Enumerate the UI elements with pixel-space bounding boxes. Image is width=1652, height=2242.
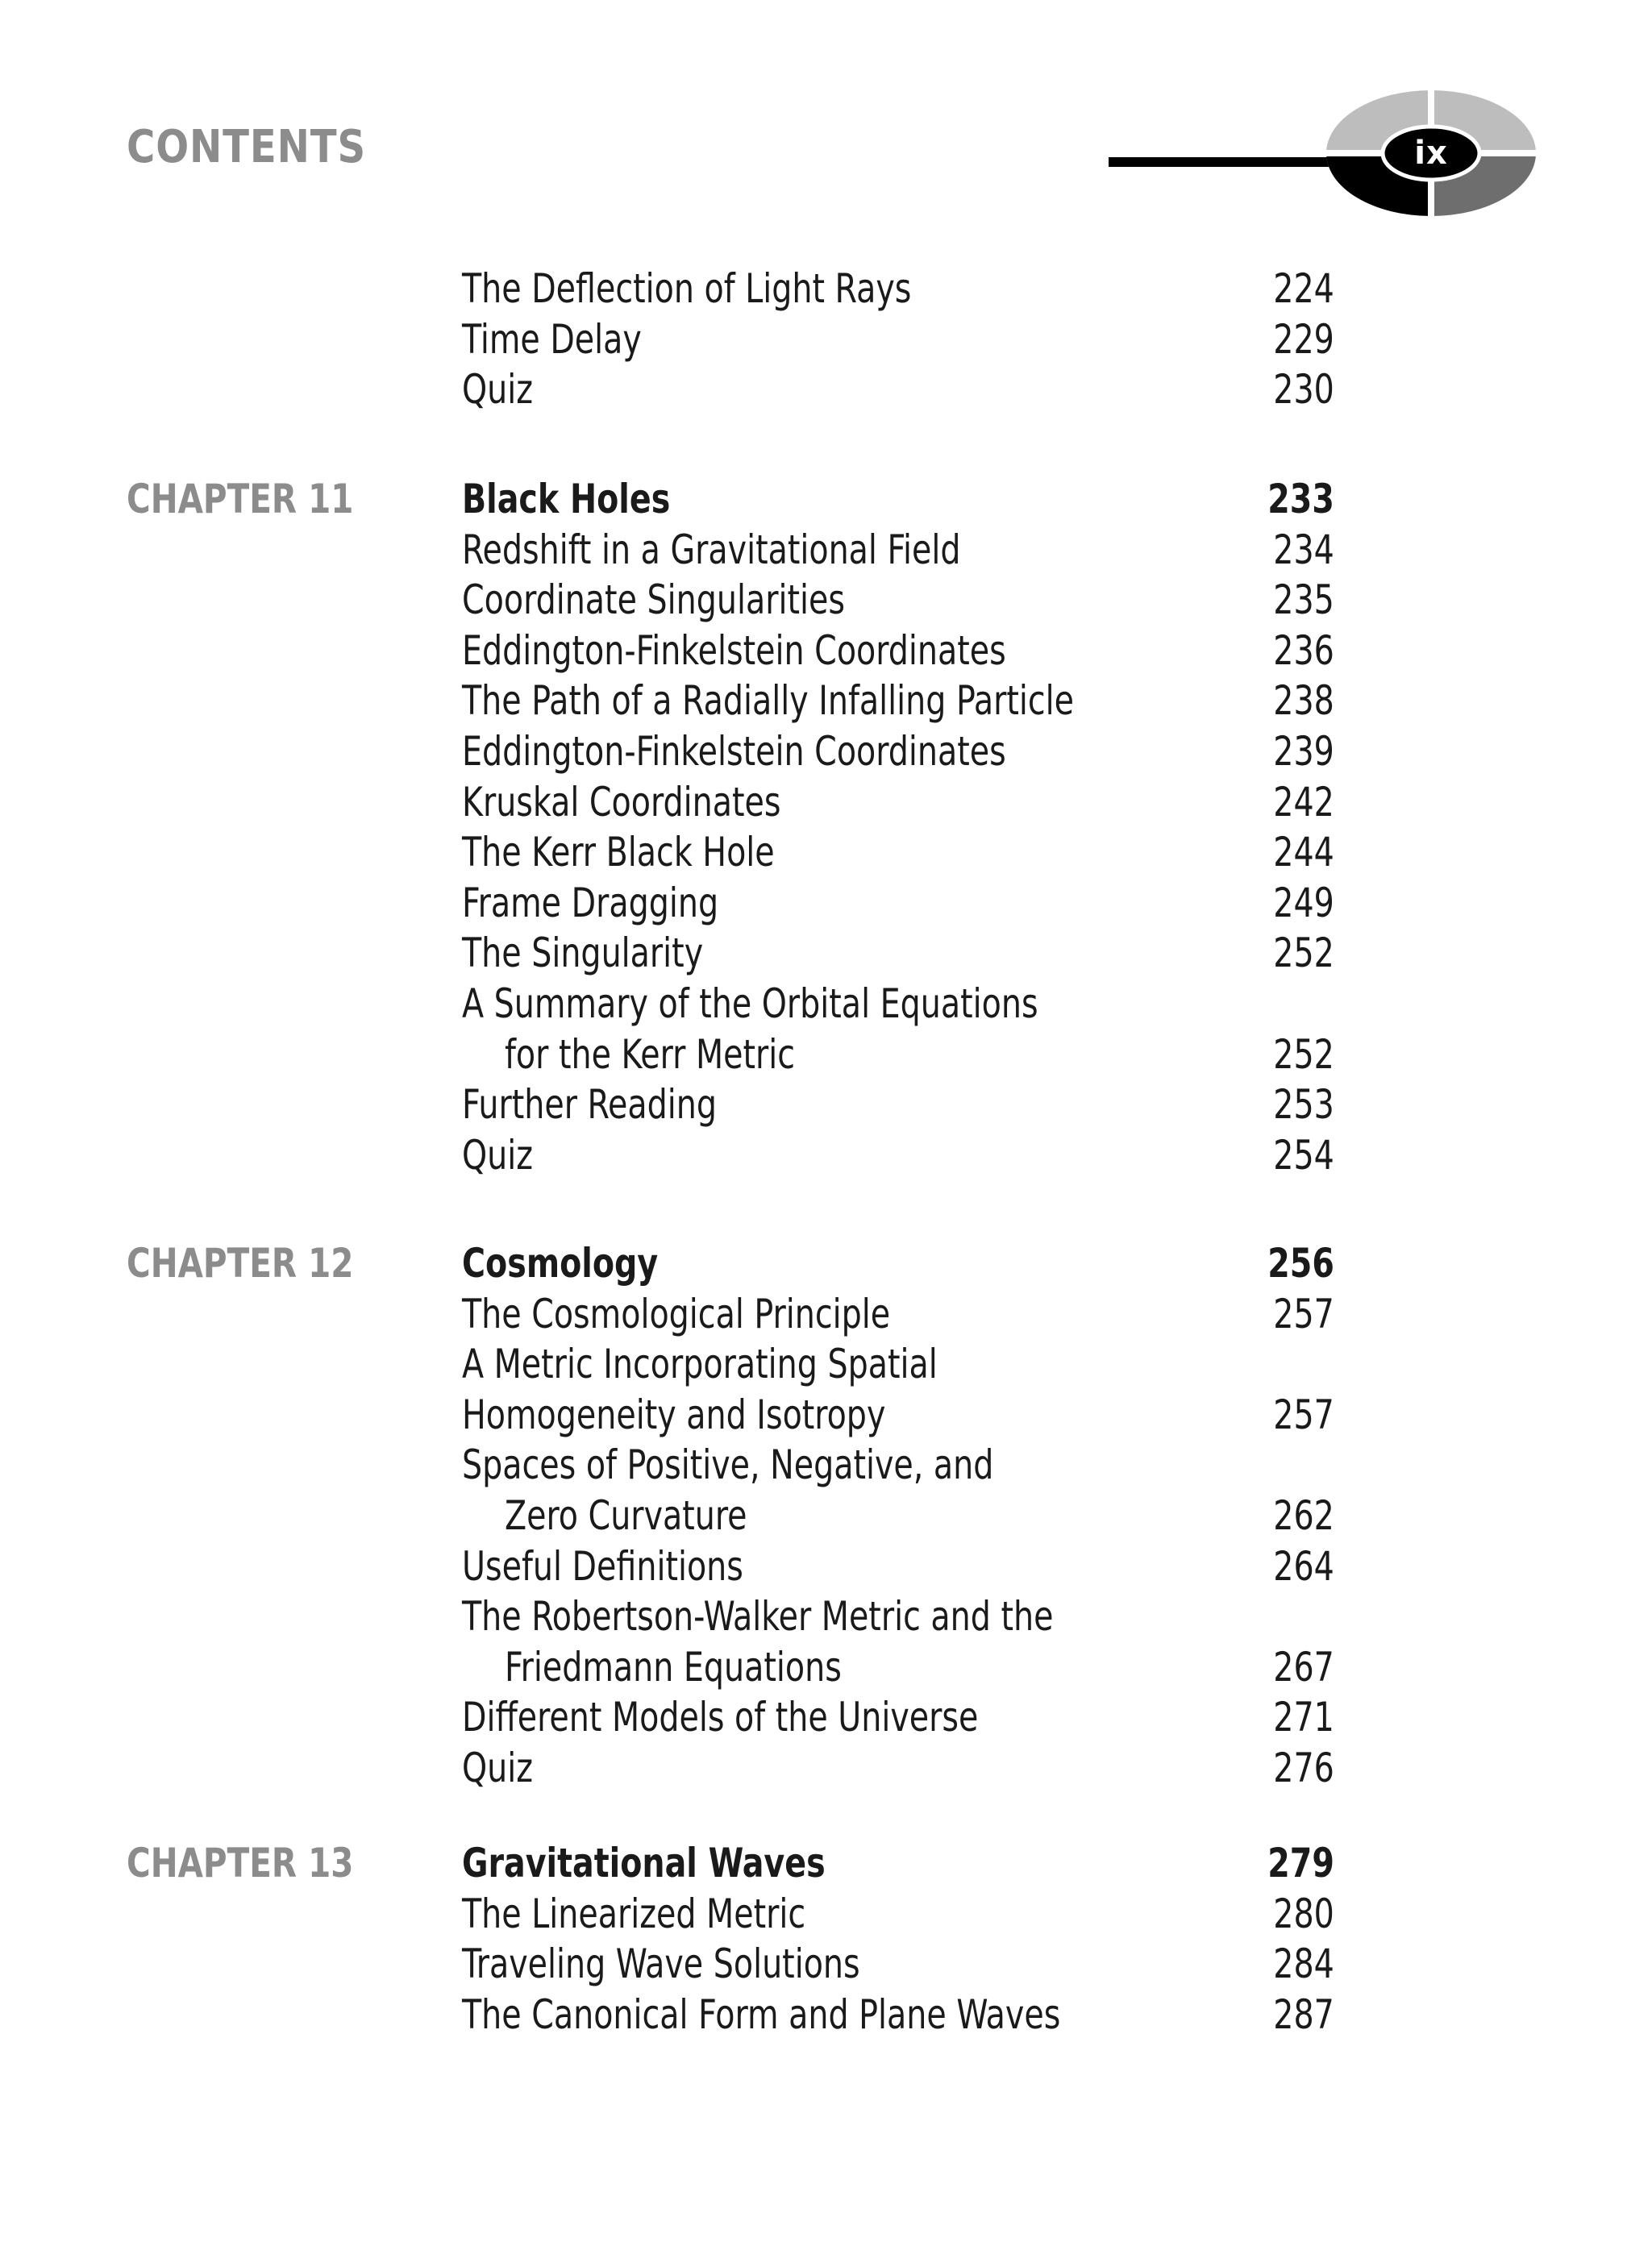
entry-title: Time Delay [462, 315, 642, 363]
entry-page-number: 267 [1273, 1643, 1334, 1691]
toc-entry[interactable] [0, 364, 1652, 415]
entry-title: The Path of a Radially Infalling Particle [462, 677, 1074, 725]
toc-entry[interactable] [0, 676, 1652, 726]
entry-title: Friedmann Equations [505, 1643, 842, 1691]
entry-page-number: 254 [1273, 1131, 1334, 1179]
entry-page-number: 280 [1273, 1890, 1334, 1937]
entry-page-number: 252 [1273, 930, 1334, 977]
toc-entry[interactable] [0, 1130, 1652, 1181]
entry-title: for the Kerr Metric [505, 1030, 796, 1078]
entry-page-number: 279 [1267, 1840, 1334, 1886]
entry-page-number: 249 [1273, 879, 1334, 926]
entry-title: Quiz [462, 1744, 534, 1791]
entry-title: A Metric Incorporating Spatial [462, 1341, 938, 1388]
toc-section [0, 1838, 1652, 2040]
toc-entry[interactable] [0, 777, 1652, 828]
chapter-title: Cosmology [462, 1240, 659, 1287]
entry-page-number: 284 [1273, 1940, 1334, 1988]
entry-title: Frame Dragging [462, 879, 719, 926]
entry-page-number: 256 [1267, 1240, 1334, 1287]
entry-page-number: 230 [1273, 366, 1334, 414]
chapter-label: CHAPTER 13 [127, 1840, 354, 1886]
entry-title: The Kerr Black Hole [462, 829, 775, 876]
entry-page-number: 253 [1273, 1081, 1334, 1129]
toc-section [0, 474, 1652, 1180]
entry-title: The Singularity [462, 930, 704, 977]
entry-title: The Canonical Form and Plane Waves [462, 1990, 1061, 2038]
toc-entry[interactable] [0, 1692, 1652, 1743]
toc-entry[interactable] [0, 979, 1652, 1029]
entry-title: Useful Definitions [462, 1542, 743, 1590]
entry-title: Quiz [462, 366, 534, 414]
entry-title: Further Reading [462, 1081, 718, 1129]
toc-entry[interactable] [0, 1642, 1652, 1693]
toc-entry[interactable] [0, 928, 1652, 979]
entry-page-number: 257 [1273, 1290, 1334, 1337]
toc-entry[interactable] [0, 626, 1652, 676]
entry-title: Quiz [462, 1131, 534, 1179]
toc-entry[interactable] [0, 1079, 1652, 1130]
toc-entry[interactable] [0, 726, 1652, 777]
entry-page-number: 271 [1273, 1694, 1334, 1741]
toc-entry[interactable] [0, 1591, 1652, 1642]
entry-title: The Cosmological Principle [462, 1290, 891, 1337]
entry-title: Kruskal Coordinates [462, 778, 781, 826]
entry-page-number: 224 [1273, 265, 1334, 312]
entry-page-number: 264 [1273, 1542, 1334, 1590]
toc-section [0, 264, 1652, 415]
toc-entry[interactable] [0, 878, 1652, 929]
toc-entry[interactable] [0, 1029, 1652, 1080]
toc-entry[interactable] [0, 1289, 1652, 1340]
page-number: ix [1414, 135, 1448, 172]
chapter-label: CHAPTER 12 [127, 1240, 354, 1287]
entry-page-number: 236 [1273, 626, 1334, 674]
entry-page-number: 229 [1273, 315, 1334, 363]
toc-entry[interactable] [0, 1238, 1652, 1289]
chapter-title: Black Holes [462, 476, 671, 522]
entry-title: Homogeneity and Isotropy [462, 1391, 886, 1438]
toc-entry[interactable] [0, 525, 1652, 576]
entry-page-number: 238 [1273, 677, 1334, 725]
entry-title: The Robertson-Walker Metric and the [462, 1593, 1054, 1641]
chapter-label: CHAPTER 11 [127, 476, 354, 522]
entry-title: Eddington-Finkelstein Coordinates [462, 727, 1006, 775]
entry-title: Spaces of Positive, Negative, and [462, 1441, 994, 1489]
entry-title: The Deflection of Light Rays [462, 265, 912, 312]
entry-page-number: 257 [1273, 1391, 1334, 1438]
entry-title: A Summary of the Orbital Equations [462, 980, 1038, 1027]
entry-page-number: 234 [1273, 526, 1334, 573]
entry-page-number: 235 [1273, 576, 1334, 624]
entry-page-number: 262 [1273, 1491, 1334, 1539]
toc-entry[interactable] [0, 575, 1652, 626]
entry-title: Zero Curvature [505, 1491, 747, 1539]
toc-section [0, 1238, 1652, 1794]
toc-entry[interactable] [0, 474, 1652, 525]
entry-page-number: 233 [1267, 476, 1334, 522]
entry-title: Eddington-Finkelstein Coordinates [462, 626, 1006, 674]
entry-title: Different Models of the Universe [462, 1694, 979, 1741]
toc-entry[interactable] [0, 1889, 1652, 1940]
toc-entry[interactable] [0, 1838, 1652, 1889]
toc-entry[interactable] [0, 314, 1652, 365]
toc-entry[interactable] [0, 1440, 1652, 1491]
entry-title: Redshift in a Gravitational Field [462, 526, 961, 573]
entry-page-number: 244 [1273, 829, 1334, 876]
entry-title: Coordinate Singularities [462, 576, 845, 624]
entry-page-number: 242 [1273, 778, 1334, 826]
entry-title: The Linearized Metric [462, 1890, 806, 1937]
toc-entry[interactable] [0, 1939, 1652, 1990]
entry-page-number: 276 [1273, 1744, 1334, 1791]
toc-entry[interactable] [0, 1990, 1652, 2040]
toc-entry[interactable] [0, 264, 1652, 314]
toc-entry[interactable] [0, 827, 1652, 878]
toc-entry[interactable] [0, 1390, 1652, 1441]
entry-title: Traveling Wave Solutions [462, 1940, 860, 1988]
toc-entry[interactable] [0, 1541, 1652, 1592]
entry-page-number: 287 [1273, 1990, 1334, 2038]
contents-title: CONTENTS [127, 121, 367, 173]
toc-entry[interactable] [0, 1491, 1652, 1541]
entry-page-number: 239 [1273, 727, 1334, 775]
entry-page-number: 252 [1273, 1030, 1334, 1078]
chapter-title: Gravitational Waves [462, 1840, 826, 1886]
page-number-emblem [1322, 87, 1540, 219]
toc-entry[interactable] [0, 1743, 1652, 1794]
toc-entry[interactable] [0, 1339, 1652, 1390]
